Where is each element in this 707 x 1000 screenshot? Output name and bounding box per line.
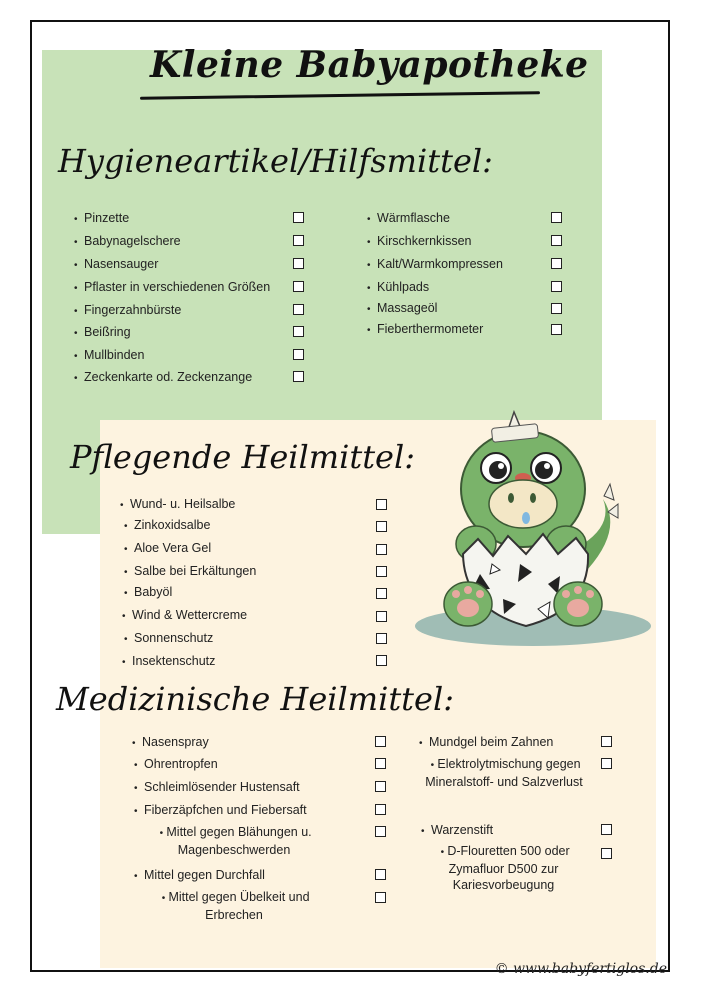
checkbox[interactable] [375, 736, 386, 747]
checkbox[interactable] [376, 588, 387, 599]
list-item: • Warzenstift [421, 823, 494, 837]
checkbox[interactable] [376, 499, 387, 510]
list-item: • Wund- u. Heilsalbe [120, 497, 236, 511]
checkbox[interactable] [375, 869, 386, 880]
checkbox[interactable] [376, 611, 387, 622]
list-item: • Mittel gegen Übelkeit und Erbrechen [161, 890, 310, 922]
checkbox[interactable] [376, 633, 387, 644]
list-item: • Elektrolytmischung gegen Mineralstoff- und Salzverlust [425, 757, 583, 789]
checkbox[interactable] [601, 848, 612, 859]
checkbox[interactable] [375, 781, 386, 792]
page-title: Kleine Babyapotheke [150, 44, 589, 86]
checkbox[interactable] [293, 371, 304, 382]
checkbox[interactable] [293, 212, 304, 223]
list-item: • Zeckenkarte od. Zeckenzange [74, 370, 253, 384]
checkbox[interactable] [293, 326, 304, 337]
list-item: • Mullbinden [74, 348, 145, 362]
list-item: • Kirschkernkissen [367, 234, 472, 248]
checkbox[interactable] [293, 235, 304, 246]
heading-medizin: Medizinische Heilmittel: [56, 680, 454, 718]
list-item: • Kühlpads [367, 280, 430, 294]
list-item: • Mittel gegen Durchfall [134, 868, 265, 882]
list-item: • Ohrentropfen [134, 757, 218, 771]
checkbox[interactable] [293, 304, 304, 315]
checkbox[interactable] [375, 826, 386, 837]
list-item: • Mundgel beim Zahnen [419, 735, 554, 749]
checkbox[interactable] [376, 655, 387, 666]
checkbox[interactable] [376, 566, 387, 577]
list-item: • Kalt/Warmkompressen [367, 257, 503, 271]
list-item: • Salbe bei Erkältungen [124, 564, 257, 578]
list-item: • Pinzette [74, 211, 130, 225]
list-item: • Zinkoxidsalbe [124, 518, 211, 532]
list-item: • Nasensauger [74, 257, 159, 271]
checkbox[interactable] [551, 324, 562, 335]
footer-credit: © www.babyfertiglos.de [494, 961, 667, 977]
checkbox[interactable] [551, 258, 562, 269]
list-item: • Massageöl [367, 301, 438, 315]
checkbox[interactable] [293, 349, 304, 360]
list-item: • Fiberzäpfchen und Fiebersaft [134, 803, 307, 817]
list-item: • Babyöl [124, 585, 173, 599]
checkbox[interactable] [551, 303, 562, 314]
list-item: • Fingerzahnbürste [74, 303, 182, 317]
list-item: • Beißring [74, 325, 131, 339]
checkbox[interactable] [551, 212, 562, 223]
list-item: • Mittel gegen Blähungen u. Magenbeschwerden [159, 825, 312, 857]
baby-dinosaur-illustration [408, 404, 658, 654]
list-item: • Pflaster in verschiedenen Größen [74, 280, 271, 294]
checkbox[interactable] [551, 281, 562, 292]
checkbox[interactable] [375, 892, 386, 903]
list-item: • Fieberthermometer [367, 322, 484, 336]
checkbox[interactable] [293, 281, 304, 292]
checkbox[interactable] [601, 736, 612, 747]
checkbox[interactable] [601, 824, 612, 835]
list-item: • Schleimlösender Hustensaft [134, 780, 300, 794]
checkbox[interactable] [375, 758, 386, 769]
list-item: • Nasenspray [132, 735, 209, 749]
checkbox[interactable] [376, 544, 387, 555]
list-item: • Sonnenschutz [124, 631, 214, 645]
list-item: • Wind & Wettercreme [122, 608, 248, 622]
list-item: • Aloe Vera Gel [124, 541, 212, 555]
heading-hygiene: Hygieneartikel/Hilfsmittel: [58, 142, 493, 180]
list-item: • D-Flouretten 500 oder Zymafluor D500 zur Kariesvorbeugung [440, 844, 570, 892]
heading-pflege: Pflegende Heilmittel: [70, 438, 415, 476]
checkbox[interactable] [376, 521, 387, 532]
checkbox[interactable] [601, 758, 612, 769]
list-item: • Wärmflasche [367, 211, 450, 225]
list-item: • Babynagelschere [74, 234, 181, 248]
list-item: • Insektenschutz [122, 654, 216, 668]
checkbox[interactable] [375, 804, 386, 815]
checkbox[interactable] [551, 235, 562, 246]
checkbox[interactable] [293, 258, 304, 269]
